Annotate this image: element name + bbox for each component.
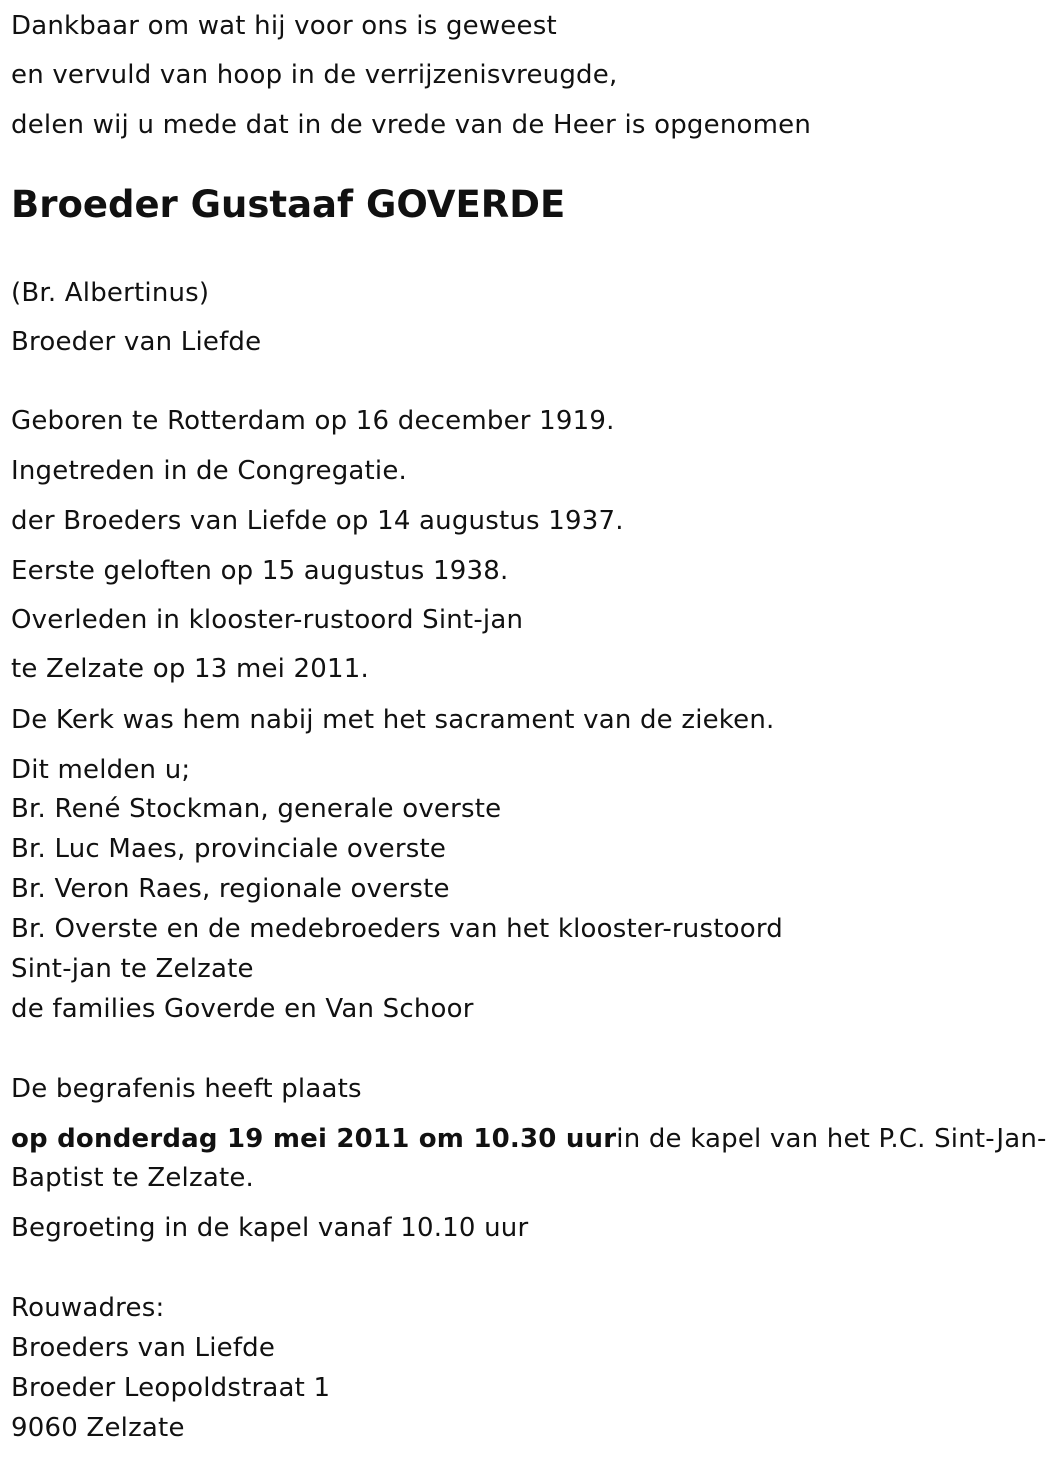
funeral-location-1: in de kapel van het P.C. Sint-Jan- <box>616 1124 1047 1154</box>
intro-line-1: Dankbaar om wat hij voor ons is geweest <box>11 11 557 41</box>
intro-line-3: delen wij u mede dat in de vrede van de Heer is opgenomen <box>11 110 812 140</box>
announcer-item: Br. Luc Maes, provinciale overste <box>11 834 447 864</box>
vows-line: Eerste geloften op 15 augustus 1938. <box>11 556 509 586</box>
deceased-name: Broeder Gustaaf GOVERDE <box>11 183 566 226</box>
announcers-intro: Dit melden u; <box>11 755 191 785</box>
announcer-item: Br. Veron Raes, regionale overste <box>11 874 450 904</box>
funeral-intro: De begrafenis heeft plaats <box>11 1074 362 1104</box>
address-org: Broeders van Liefde <box>11 1333 276 1363</box>
funeral-location-2: Baptist te Zelzate. <box>11 1163 255 1193</box>
announcer-item: de families Goverde en Van Schoor <box>11 994 474 1024</box>
funeral-when-line <box>11 1122 1047 1156</box>
announcer-item: Br. Overste en de medebroeders van het klooster-rustoord <box>11 914 783 944</box>
birth-line: Geboren te Rotterdam op 16 december 1919. <box>11 406 615 436</box>
intro-line-2: en vervuld van hoop in de verrijzenisvreugde, <box>11 60 618 90</box>
sacrament-line: De Kerk was hem nabij met het sacrament van de zieken. <box>11 705 775 735</box>
address-city: 9060 Zelzate <box>11 1413 185 1443</box>
address-label: Rouwadres: <box>11 1293 165 1323</box>
address-street: Broeder Leopoldstraat 1 <box>11 1373 331 1403</box>
greeting-line: Begroeting in de kapel vanaf 10.10 uur <box>11 1213 529 1243</box>
joined-line-1: Ingetreden in de Congregatie. <box>11 456 408 486</box>
funeral-date-time: op donderdag 19 mei 2011 om 10.30 uur <box>11 1124 617 1154</box>
religious-order: Broeder van Liefde <box>11 327 262 357</box>
death-line-1: Overleden in klooster-rustoord Sint-jan <box>11 605 524 635</box>
religious-name: (Br. Albertinus) <box>11 278 210 308</box>
death-line-2: te Zelzate op 13 mei 2011. <box>11 654 369 684</box>
announcer-item: Br. René Stockman, generale overste <box>11 794 502 824</box>
announcer-item: Sint-jan te Zelzate <box>11 954 254 984</box>
joined-line-2: der Broeders van Liefde op 14 augustus 1937. <box>11 506 624 536</box>
